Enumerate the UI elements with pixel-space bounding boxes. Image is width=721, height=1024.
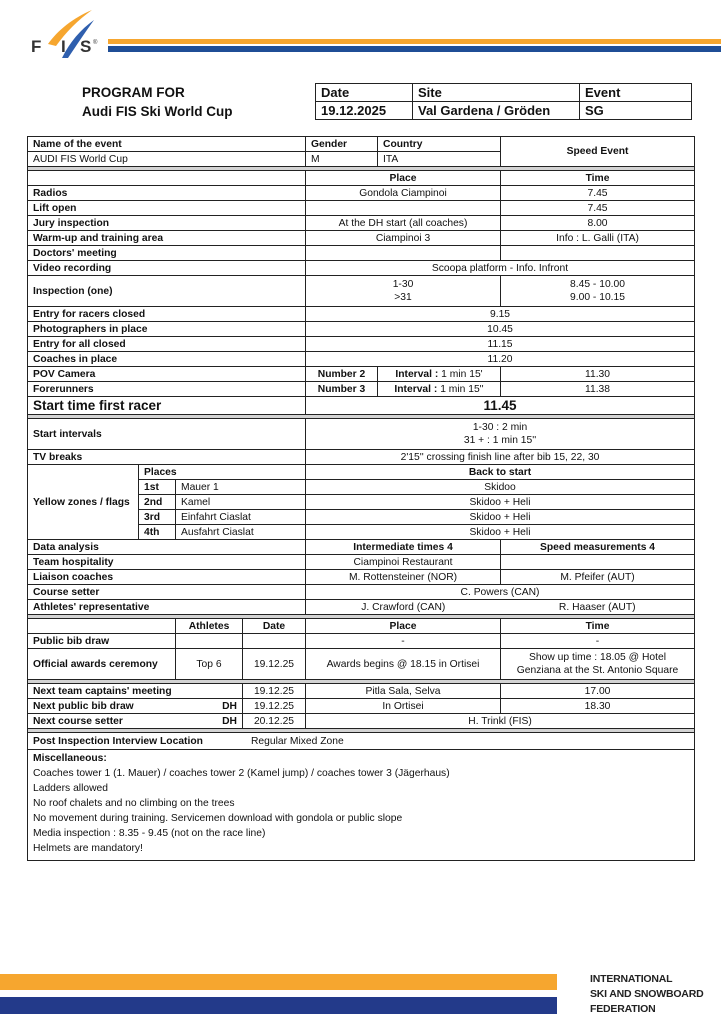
race-row-start-intervals: Start intervals 1-30 : 2 min 31 + : 1 min 15''	[28, 419, 695, 450]
fis-logo	[28, 8, 108, 58]
gender-value: M	[306, 152, 378, 167]
schedule-row-warmup: Warm-up and training area Ciampinoi 3 Info : L. Galli (ITA)	[28, 231, 695, 246]
misc-line: No roof chalets and no climbing on the trees	[33, 798, 235, 809]
misc-line: Ladders allowed	[33, 783, 108, 794]
yellow-zone-row: 2nd Kamel Skidoo + Heli	[28, 495, 695, 510]
yellow-zone-row: 4th Ausfahrt Ciaslat Skidoo + Heli	[28, 525, 695, 540]
fis-logo-icon	[28, 8, 108, 58]
next-row-captains-meeting: Next team captains' meeting 19.12.25 Pitla Sala, Selva 17.00	[28, 684, 695, 699]
schedule-row-start-time: Start time first racer 11.45	[28, 397, 695, 415]
schedule-row-forerunners: Forerunners Number 3 Interval : 1 min 15'' 11.38	[28, 382, 695, 397]
misc-line: Helmets are mandatory!	[33, 843, 143, 854]
program-title-line2: Audi FIS Ski World Cup	[82, 104, 233, 119]
misc-line: No movement during training. Servicemen download with gondola or public slope	[33, 813, 403, 824]
place-header: Place	[306, 171, 501, 186]
schedule-row-pov-camera: POV Camera Number 2 Interval : 1 min 15' 11.30	[28, 367, 695, 382]
event-name-label: Name of the event	[28, 137, 306, 152]
race-row-tv-breaks: TV breaks 2'15'' crossing finish line after bib 15, 22, 30	[28, 450, 695, 465]
footer-blue-stripe	[0, 997, 557, 1014]
yellow-zones-header: Yellow zones / flags Places Back to start	[28, 465, 695, 480]
misc-line: Coaches tower 1 (1. Mauer) / coaches tower 2 (Kamel jump) / coaches tower 3 (Jägerhaus)	[33, 768, 450, 779]
ceremony-row-public-bib-draw: Public bib draw - -	[28, 634, 695, 649]
schedule-row-radios: Radios Gondola Ciampinoi 7.45	[28, 186, 695, 201]
event-category: Speed Event	[501, 137, 695, 167]
schedule-row-video-recording: Video recording Scoopa platform - Info. Infront	[28, 261, 695, 276]
country-label: Country	[378, 137, 501, 152]
svg-text:F: F	[31, 37, 42, 56]
next-row-public-bib-draw: Next public bib draw DH 19.12.25 In Ortisei 18.30	[28, 699, 695, 714]
schedule-row-photographers: Photographers in place 10.45	[28, 322, 695, 337]
event-label: Event	[580, 84, 692, 102]
race-row-athletes-rep: Athletes' representative J. Crawford (CAN) R. Haaser (AUT)	[28, 600, 695, 615]
schedule-row-inspection: Inspection (one) 1-30 >31 8.45 - 10.00 9.00 - 10.15	[28, 276, 695, 307]
header-blue-stripe	[108, 46, 721, 52]
svg-text:®: ®	[93, 40, 98, 46]
country-value: ITA	[378, 152, 501, 167]
time-header: Time	[501, 171, 695, 186]
header-orange-stripe	[108, 39, 721, 44]
program-title-line1: PROGRAM FOR	[82, 85, 185, 100]
schedule-row-coaches-in-place: Coaches in place 11.20	[28, 352, 695, 367]
schedule-row-lift-open: Lift open 7.45	[28, 201, 695, 216]
svg-text:S: S	[80, 37, 92, 56]
site-value: Val Gardena / Gröden	[413, 102, 580, 120]
footer-orange-stripe	[0, 974, 557, 990]
schedule-row-entry-racers-closed: Entry for racers closed 9.15	[28, 307, 695, 322]
misc-line: Media inspection : 8.35 - 9.45 (not on the race line)	[33, 828, 266, 839]
gender-label: Gender	[306, 137, 378, 152]
post-inspection-row: Post Inspection Interview Location Regular Mixed Zone	[28, 733, 695, 750]
miscellaneous-section	[28, 750, 695, 861]
yellow-zone-row: 3rd Einfahrt Ciaslat Skidoo + Heli	[28, 510, 695, 525]
race-row-liaison-coaches: Liaison coaches M. Rottensteiner (NOR) M. Pfeifer (AUT)	[28, 570, 695, 585]
event-name: AUDI FIS World Cup	[28, 152, 306, 167]
event-info-box	[315, 83, 692, 120]
program-table	[27, 136, 695, 861]
ceremony-row-awards: Official awards ceremony Top 6 19.12.25 Awards begins @ 18.15 in Ortisei Show up time : 18.05 @ Hotel Genziana at the St. Antonio Square	[28, 649, 695, 680]
site-label: Site	[413, 84, 580, 102]
event-value: SG	[580, 102, 692, 120]
ceremonies-header: Athletes Date Place Time	[28, 619, 695, 634]
yellow-zone-row: 1st Mauer 1 Skidoo	[28, 480, 695, 495]
date-value: 19.12.2025	[316, 102, 413, 120]
race-row-team-hospitality: Team hospitality Ciampinoi Restaurant	[28, 555, 695, 570]
next-row-course-setter: Next course setter DH 20.12.25 H. Trinkl (FIS)	[28, 714, 695, 729]
federation-name: INTERNATIONAL SKI AND SNOWBOARD FEDERATION	[590, 973, 704, 1015]
svg-text:I: I	[61, 37, 66, 56]
schedule-row-doctors-meeting: Doctors' meeting	[28, 246, 695, 261]
schedule-row-entry-all-closed: Entry for all closed 11.15	[28, 337, 695, 352]
misc-heading: Miscellaneous:	[33, 753, 107, 764]
race-row-course-setter: Course setter C. Powers (CAN)	[28, 585, 695, 600]
date-label: Date	[316, 84, 413, 102]
schedule-row-jury-inspection: Jury inspection At the DH start (all coaches) 8.00	[28, 216, 695, 231]
race-row-data-analysis: Data analysis Intermediate times 4 Speed measurements 4	[28, 540, 695, 555]
